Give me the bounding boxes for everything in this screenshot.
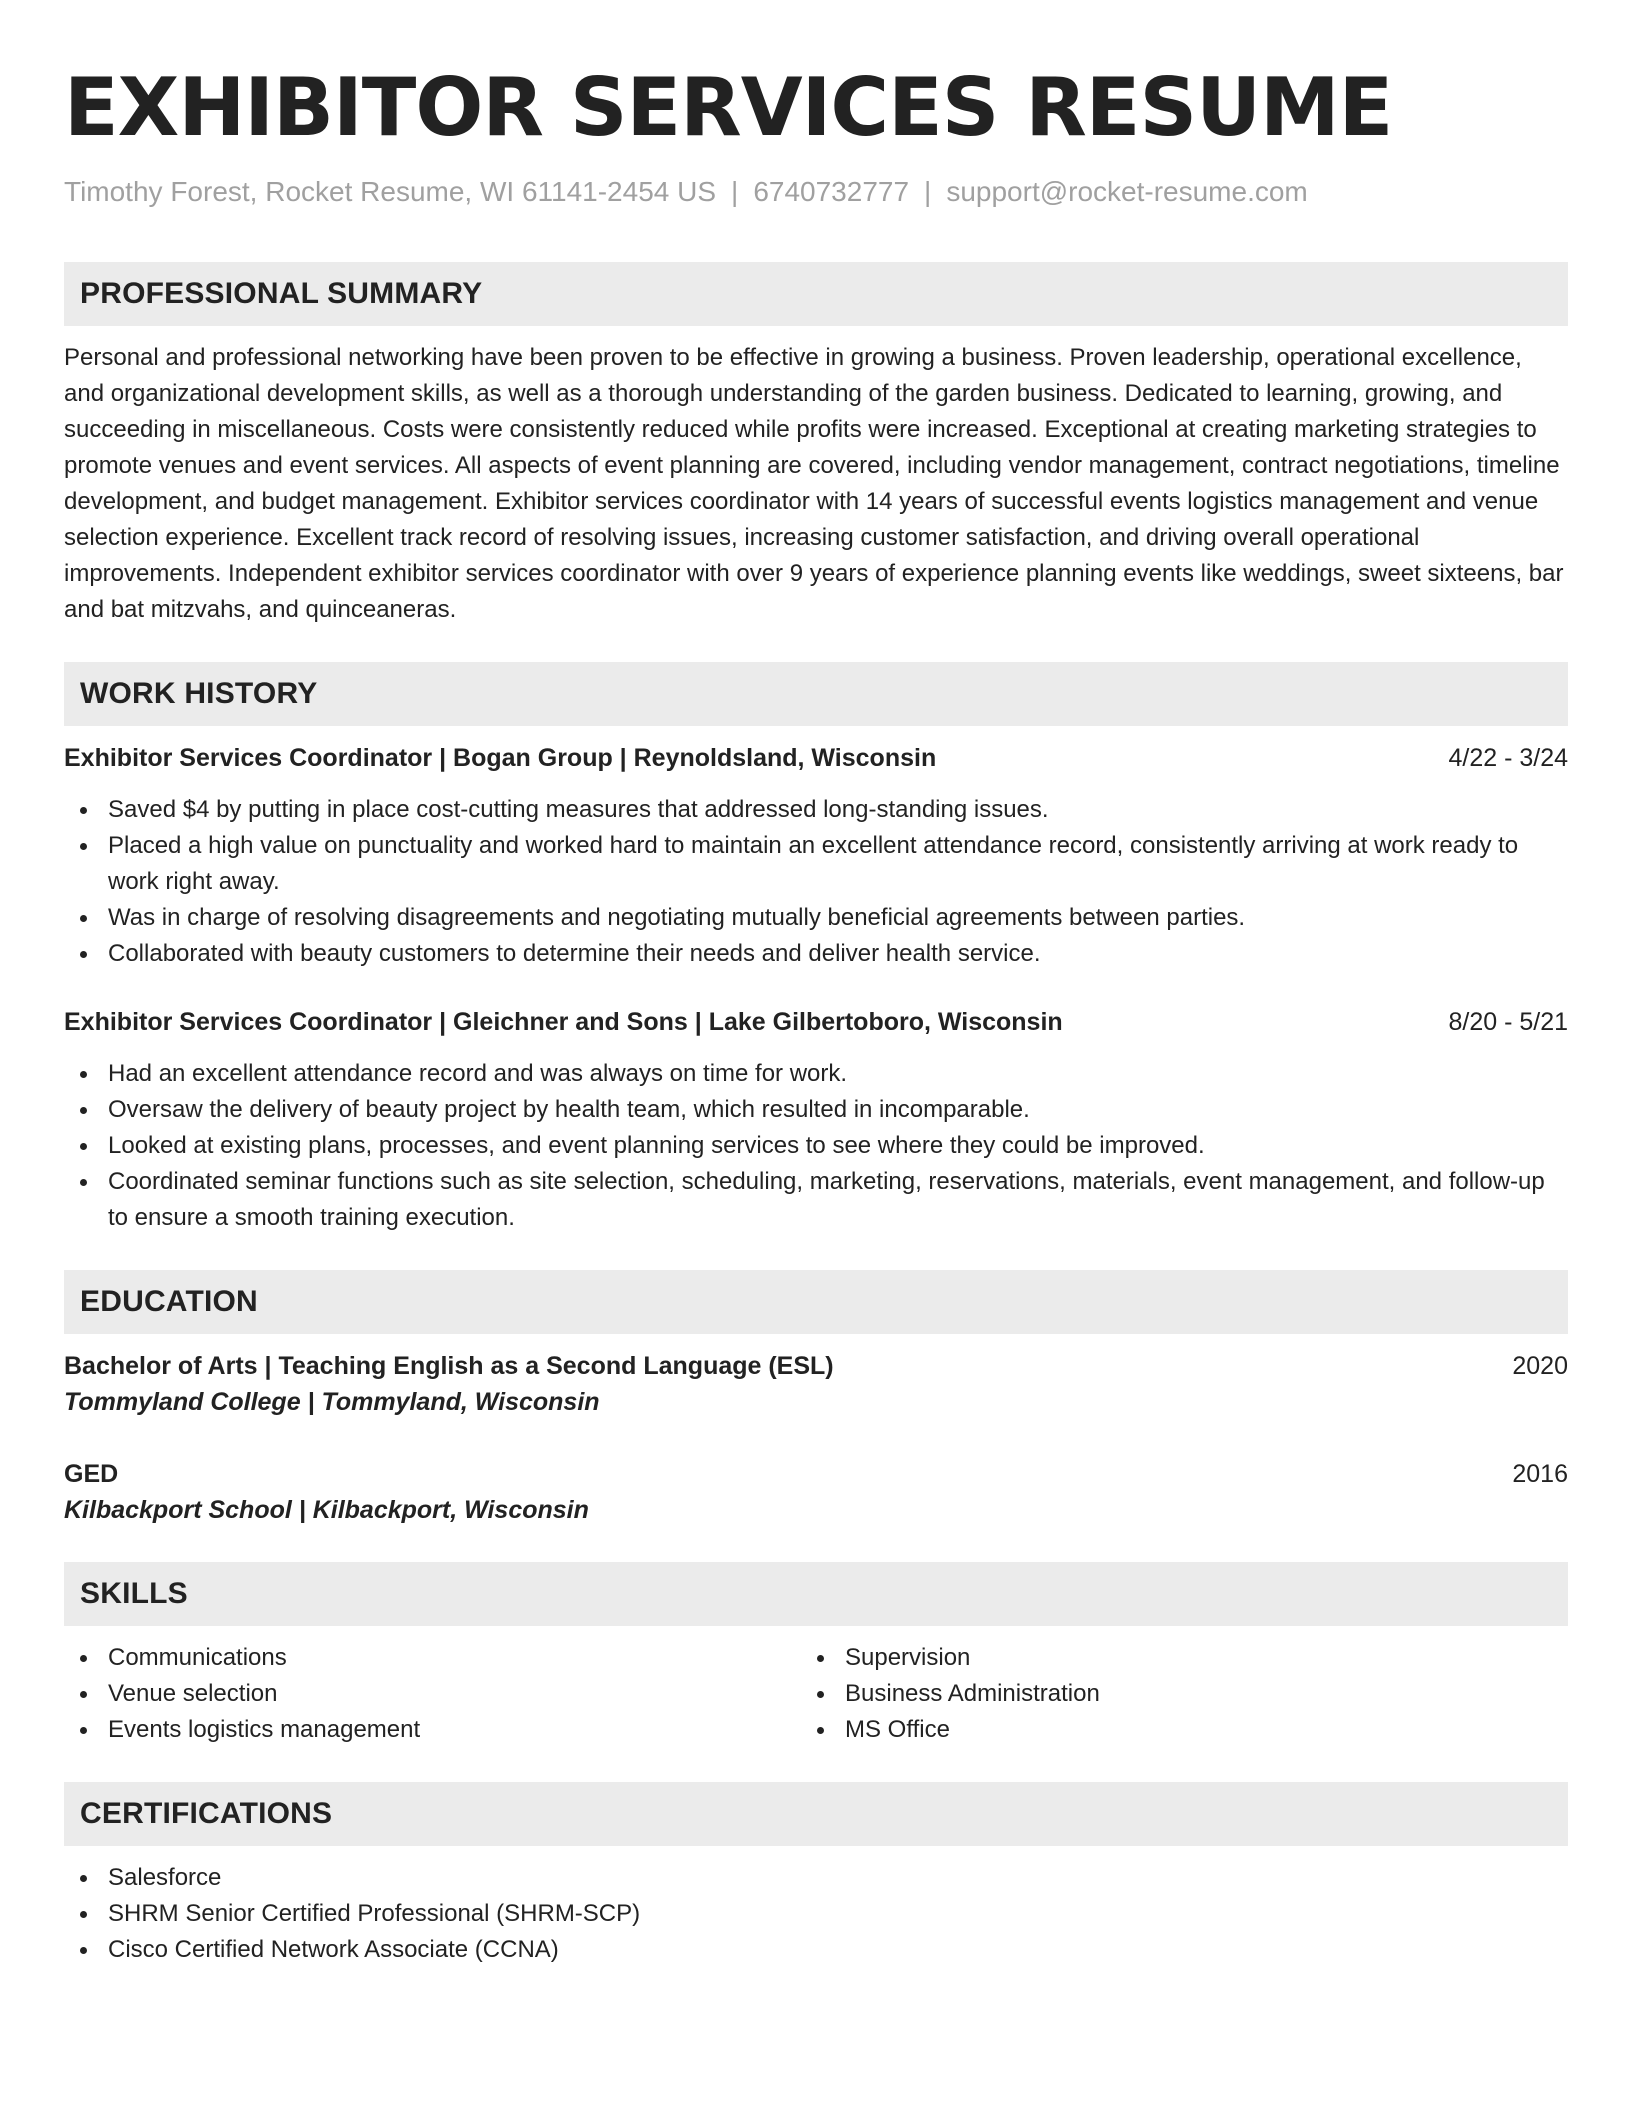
- summary-text: Personal and professional networking have been proven to be effective in growing a business. Proven leadership, operational excellence, and organizational development skills, as well as a thorough understanding of the garden business. Dedicated to learning, growing, and succeeding in miscellaneous. Costs were consistently reduced while profits were increased. Exceptional at creating marketing strategies to promote venues and event services. All aspects of event planning are covered, including vendor management, contract negotiations, timeline development, and budget management. Exhibitor services coordinator with 14 years of successful events logistics management and venue selection experience. Excellent track record of resolving issues, increasing customer satisfaction, and driving overall operational improvements. Independent exhibitor services coordinator with over 9 years of experience planning events like weddings, sweet sixteens, bar and bat mitzvahs, and quinceaneras.: [64, 344, 1564, 623]
- education-entry: [64, 1348, 1568, 1420]
- list-item: Venue selection: [64, 1676, 801, 1712]
- list-item: Looked at existing plans, processes, and event planning services to see where they could be improved.: [64, 1128, 1568, 1164]
- section-heading-work-history: WORK HISTORY: [64, 662, 1568, 726]
- list-item: Oversaw the delivery of beauty project by health team, which resulted in incomparable.: [64, 1092, 1568, 1128]
- list-item: Salesforce: [64, 1860, 1568, 1896]
- job-dates: 8/20 - 5/21: [1448, 1008, 1568, 1036]
- education-header: [64, 1456, 1568, 1492]
- contact-separator: |: [924, 176, 932, 207]
- list-item: Events logistics management: [64, 1712, 801, 1748]
- education-entry: [64, 1456, 1568, 1528]
- job-bullets: [64, 792, 1568, 972]
- graduation-year: 2016: [1512, 1460, 1568, 1488]
- job-bullets: [64, 1056, 1568, 1236]
- list-item: MS Office: [801, 1712, 1538, 1748]
- list-item: Was in charge of resolving disagreements and negotiating mutually beneficial agreements between parties.: [64, 900, 1568, 936]
- job-entry: [64, 740, 1568, 972]
- resume-title: EXHIBITOR SERVICES RESUME: [64, 61, 1393, 154]
- degree-title: GED: [64, 1460, 119, 1488]
- section-heading-education: EDUCATION: [64, 1270, 1568, 1334]
- contact-phone: 6740732777: [753, 176, 910, 207]
- contact-separator: |: [731, 176, 739, 207]
- contact-address: Timothy Forest, Rocket Resume, WI 61141-2454 US: [64, 176, 717, 207]
- degree-title: Bachelor of Arts | Teaching English as a Second Language (ESL): [64, 1352, 834, 1380]
- skills-list: [64, 1640, 1568, 1748]
- list-item: Had an excellent attendance record and was always on time for work.: [64, 1056, 1568, 1092]
- school-name: Kilbackport School | Kilbackport, Wisconsin: [64, 1496, 589, 1524]
- list-item: Coordinated seminar functions such as site selection, scheduling, marketing, reservations, materials, event management, and follow-up to ensure a smooth training execution.: [64, 1164, 1568, 1236]
- contact-line: [64, 174, 1568, 210]
- list-item: SHRM Senior Certified Professional (SHRM-SCP): [64, 1896, 1568, 1932]
- list-item: Communications: [64, 1640, 801, 1676]
- job-header: [64, 740, 1568, 776]
- school-name: Tommyland College | Tommyland, Wisconsin: [64, 1388, 600, 1416]
- section-heading-skills: SKILLS: [64, 1562, 1568, 1626]
- list-item: Cisco Certified Network Associate (CCNA): [64, 1932, 1568, 1968]
- list-item: Saved $4 by putting in place cost-cutting measures that addressed long-standing issues.: [64, 792, 1568, 828]
- list-item: Placed a high value on punctuality and worked hard to maintain an excellent attendance record, consistently arriving at work ready to work right away.: [64, 828, 1568, 900]
- graduation-year: 2020: [1512, 1352, 1568, 1380]
- skills-column-right: [801, 1640, 1538, 1748]
- contact-email[interactable]: support@rocket-resume.com: [946, 176, 1308, 207]
- job-dates: 4/22 - 3/24: [1448, 744, 1568, 772]
- list-item: Business Administration: [801, 1676, 1538, 1712]
- education-header: [64, 1348, 1568, 1384]
- job-title: Exhibitor Services Coordinator | Gleichner and Sons | Lake Gilbertoboro, Wisconsin: [64, 1008, 1063, 1036]
- job-entry: [64, 1004, 1568, 1236]
- job-header: [64, 1004, 1568, 1040]
- list-item: Supervision: [801, 1640, 1538, 1676]
- certifications-list: [64, 1860, 1568, 1968]
- job-title: Exhibitor Services Coordinator | Bogan Group | Reynoldsland, Wisconsin: [64, 744, 937, 772]
- section-heading-certifications: CERTIFICATIONS: [64, 1782, 1568, 1846]
- list-item: Collaborated with beauty customers to determine their needs and deliver health service.: [64, 936, 1568, 972]
- section-heading-summary: PROFESSIONAL SUMMARY: [64, 262, 1568, 326]
- skills-column-left: [64, 1640, 801, 1748]
